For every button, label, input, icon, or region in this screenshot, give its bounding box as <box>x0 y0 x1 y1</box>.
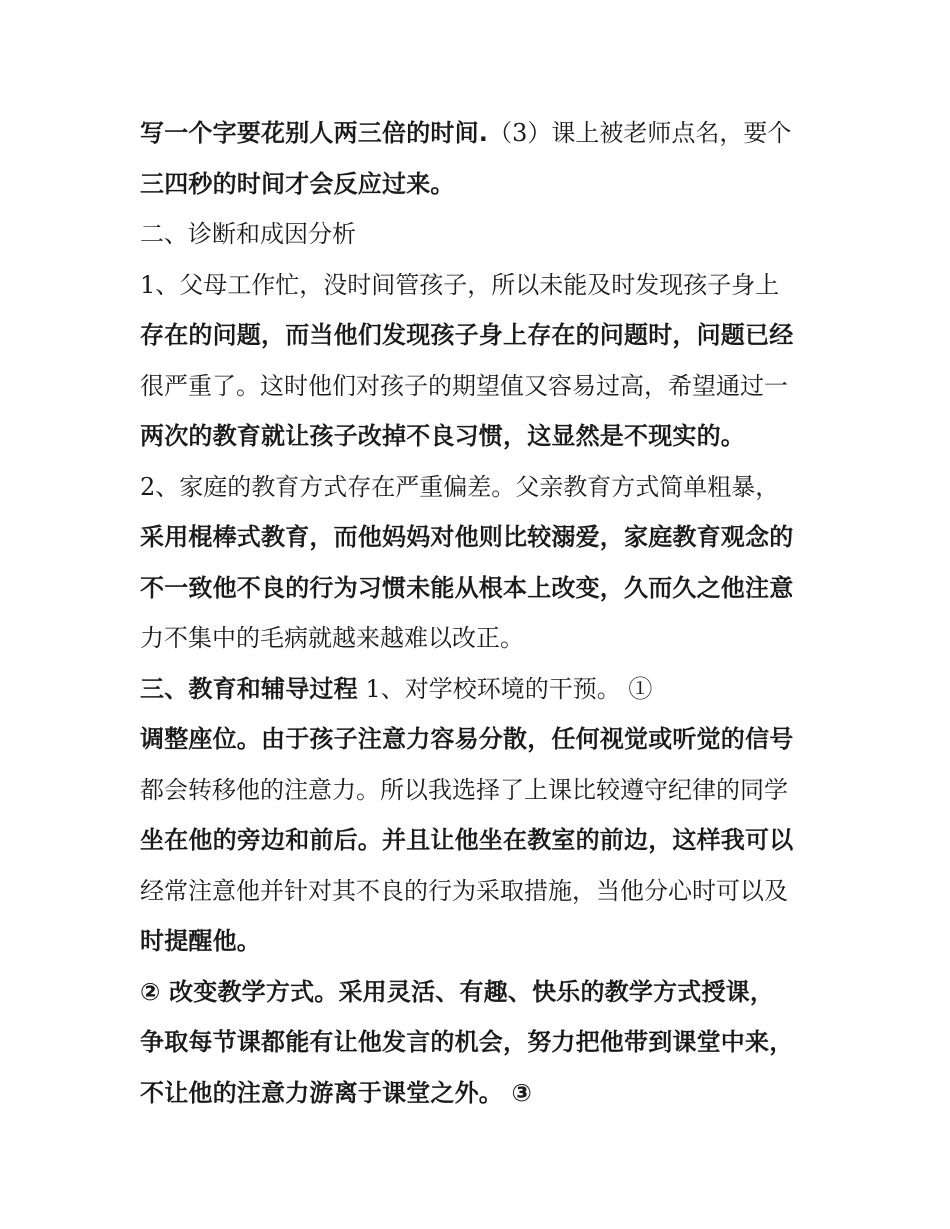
text-line: 不一致他不良的行为习惯未能从根本上改变，久而久之他注意 <box>140 573 794 602</box>
text-line: ② 改变教学方式。采用灵活、有趣、快乐的教学方式授课， <box>140 977 775 1006</box>
text-line: 1、父母工作忙，没时间管孩子，所以未能及时发现孩子身上 <box>140 270 780 299</box>
text-line <box>140 108 820 159</box>
text-line: 都会转移他的注意力。所以我选择了上课比较遵守纪律的同学 <box>140 775 788 804</box>
text-line: 经常注意他并针对其不良的行为采取措施，当他分心时可以及 <box>140 876 788 905</box>
text-segment: （3）课上被老师点名，要个 <box>488 119 792 147</box>
text-line: 两次的教育就让孩子改掉不良习惯，这显然是不现实的。 <box>140 422 745 450</box>
text-segment: 1、对学校环境的干预。 ① <box>357 674 653 703</box>
text-line: 采用棍棒式教育，而他妈妈对他则比较溺爱，家庭教育观念的 <box>140 523 794 551</box>
text-segment: 三、教育和辅导过程 <box>140 674 358 703</box>
text-line: 调整座位。由于孩子注意力容易分散，任何视觉或听觉的信号 <box>140 725 794 753</box>
section-heading <box>140 664 820 715</box>
text-line: 争取每节课都能有让他发言的机会，努力把他带到课堂中来， <box>140 1028 794 1056</box>
document-body <box>140 108 820 1118</box>
text-line: 坐在他的旁边和前后。并且让他坐在教室的前边，这样我可以 <box>140 826 794 854</box>
text-line: 很严重了。这时他们对孩子的期望值又容易过高，希望通过一 <box>140 371 788 400</box>
section-heading: 二、诊断和成因分析 <box>140 220 356 248</box>
text-line: 2、家庭的教育方式存在严重偏差。父亲教育方式简单粗暴， <box>140 472 780 501</box>
text-line: 三四秒的时间才会反应过来。 <box>140 169 455 198</box>
text-segment: 写一个字要花别人两三倍的时间. <box>140 119 489 147</box>
text-line: 力不集中的毛病就越来越难以改正。 <box>140 624 524 652</box>
text-line: 存在的问题，而当他们发现孩子身上存在的问题时，问题已经 <box>140 321 794 349</box>
text-line: 不让他的注意力游离于课堂之外。 ③ <box>140 1078 533 1107</box>
text-line: 时提醒他。 <box>140 927 261 955</box>
